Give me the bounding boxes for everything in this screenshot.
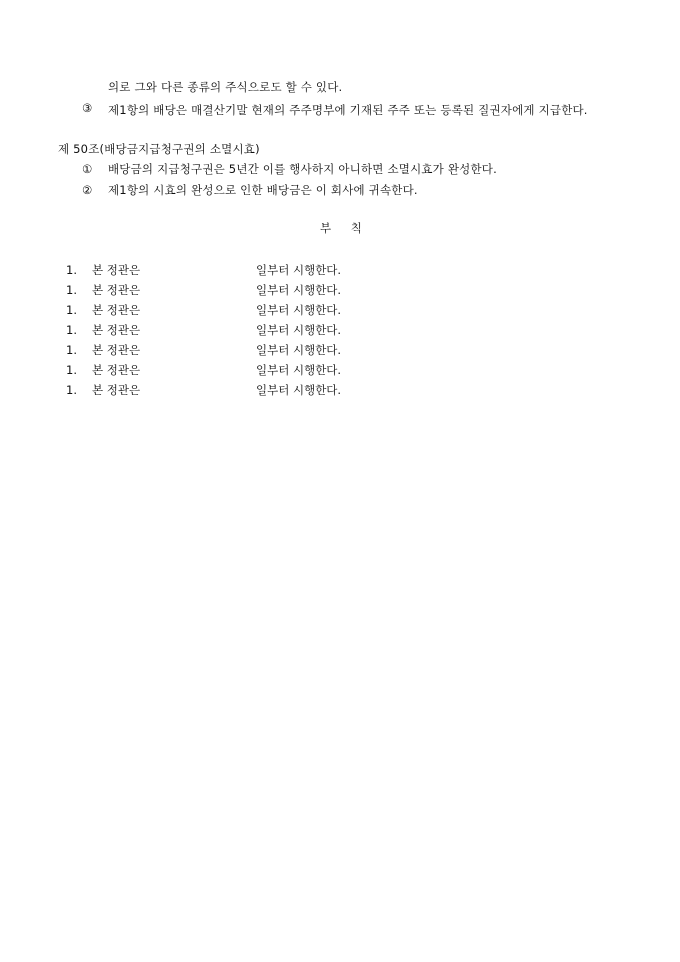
- item-3-text: 제1항의 배당은 매결산기말 현재의 주주명부에 기재된 주주 또는 등록된 질권자에게 지급한다.: [108, 103, 588, 117]
- article-50-title: 제 50조(배당금지급청구권의 소멸시효): [58, 142, 260, 156]
- row-tail: 일부터 시행한다.: [256, 303, 342, 317]
- row-number: 1.: [66, 383, 77, 397]
- row-tail: 일부터 시행한다.: [256, 383, 342, 397]
- row-number: 1.: [66, 283, 77, 297]
- row-tail: 일부터 시행한다.: [256, 283, 342, 297]
- row-tail: 일부터 시행한다.: [256, 363, 342, 377]
- row-body: 본 정관은: [92, 343, 141, 357]
- row-number: 1.: [66, 343, 77, 357]
- supplementary-heading: 부 칙: [320, 221, 370, 235]
- row-body: 본 정관은: [92, 283, 141, 297]
- row-body: 본 정관은: [92, 303, 141, 317]
- item-marker-1: ①: [82, 162, 93, 176]
- row-number: 1.: [66, 323, 77, 337]
- article-50-item-2-text: 제1항의 시효의 완성으로 인한 배당금은 이 회사에 귀속한다.: [108, 183, 418, 197]
- row-number: 1.: [66, 303, 77, 317]
- row-body: 본 정관은: [92, 363, 141, 377]
- row-number: 1.: [66, 263, 77, 277]
- clause-continuation-text: 의로 그와 다른 종류의 주식으로도 할 수 있다.: [108, 80, 343, 94]
- row-body: 본 정관은: [92, 323, 141, 337]
- row-tail: 일부터 시행한다.: [256, 263, 342, 277]
- article-50-item-1-text: 배당금의 지급청구권은 5년간 이를 행사하지 아니하면 소멸시효가 완성한다.: [108, 162, 497, 176]
- item-marker-2: ②: [82, 183, 93, 197]
- item-marker-3: ③: [82, 101, 93, 115]
- row-number: 1.: [66, 363, 77, 377]
- row-tail: 일부터 시행한다.: [256, 343, 342, 357]
- row-body: 본 정관은: [92, 263, 141, 277]
- row-body: 본 정관은: [92, 383, 141, 397]
- row-tail: 일부터 시행한다.: [256, 323, 342, 337]
